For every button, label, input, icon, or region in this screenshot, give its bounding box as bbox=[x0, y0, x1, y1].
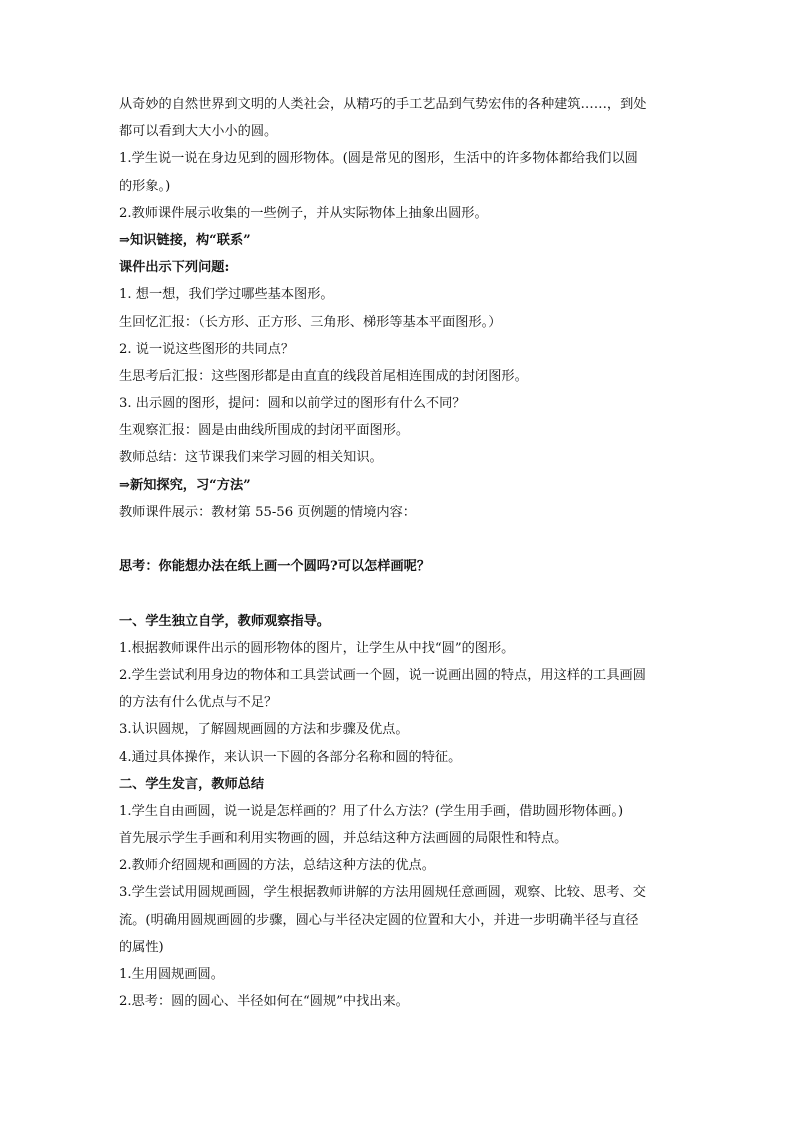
text-line: 2.教师介绍圆规和画圆的方法，总结这种方法的优点。 bbox=[119, 858, 435, 874]
text-line: 2. 说一说这些图形的共同点？ bbox=[119, 341, 295, 357]
text-line: 的属性) bbox=[119, 939, 164, 955]
text-line: 生回忆汇报：（长方形、正方形、三角形、梯形等基本平面图形。） bbox=[119, 314, 502, 330]
text-line: 3.认识圆规，了解圆规画圆的方法和步骤及优点。 bbox=[119, 722, 409, 738]
text-line: 1.生用圆规画圆。 bbox=[119, 967, 224, 982]
text-line: 从奇妙的自然世界到文明的人类社会，从精巧的手工艺品到气势宏伟的各种建筑……，到处 bbox=[119, 97, 647, 112]
blank-line bbox=[119, 526, 694, 553]
section-heading: 课件出示下列问题: bbox=[119, 260, 230, 276]
text-line: 首先展示学生手画和利用实物画的圆，并总结这种方法画圆的局限性和特点。 bbox=[119, 831, 568, 847]
text-line: 的方法有什么优点与不足？ bbox=[119, 695, 278, 711]
text-line: 生思考后汇报：这些图形都是由直直的线段首尾相连围成的封闭图形。 bbox=[119, 368, 528, 384]
section-heading: ⇒知识链接，构“联系” bbox=[119, 232, 251, 248]
section-heading: 二、学生发言，教师总结 bbox=[119, 776, 265, 792]
text-line: 的形象。) bbox=[119, 178, 171, 194]
text-line: 2.学生尝试利用身边的物体和工具尝试画一个圆，说一说画出圆的特点，用这样的工具画圆 bbox=[119, 667, 646, 683]
text-line: 2.教师课件展示收集的一些例子，并从实际物体上抽象出圆形。 bbox=[119, 205, 488, 221]
text-line: 4.通过具体操作，来认识一下圆的各部分名称和圆的特征。 bbox=[119, 749, 462, 765]
text-line: 1.根据教师课件出示的圆形物体的图片，让学生从中找“圆”的图形。 bbox=[119, 640, 515, 656]
section-heading: 一、学生独立自学，教师观察指导。 bbox=[119, 613, 330, 629]
text-line: 1.学生自由画圆，说一说是怎样画的？用了什么方法？(学生用手画，借助圆形物体画。) bbox=[119, 803, 624, 819]
text-line: 教师课件展示：教材第 55-56 页例题的情境内容： bbox=[119, 504, 416, 520]
text-line: 3. 出示圆的图形，提问：圆和以前学过的图形有什么不同？ bbox=[119, 396, 466, 412]
text-line: 生观察汇报：圆是由曲线所围成的封闭平面图形。 bbox=[119, 423, 410, 439]
section-heading: 思考：你能想办法在纸上画一个圆吗?可以怎样画呢？ bbox=[119, 559, 431, 575]
text-line: 3.学生尝试用圆规画圆，学生根据教师讲解的方法用圆规任意画圆，观察、比较、思考、交 bbox=[119, 885, 646, 901]
text-line: 流。(明确用圆规画圆的步骤，圆心与半径决定圆的位置和大小，并进一步明确半径与直径 bbox=[119, 912, 639, 928]
blank-line bbox=[119, 580, 694, 607]
text-line: 1.学生说一说在身边见到的圆形物体。(圆是常见的图形，生活中的许多物体都给我们以圆 bbox=[119, 151, 638, 167]
text-line: 1. 想一想，我们学过哪些基本图形。 bbox=[119, 287, 334, 303]
text-line: 2.思考：圆的圆心、半径如何在“圆规”中找出来。 bbox=[119, 994, 409, 1010]
section-heading: ⇒新知探究，习“方法” bbox=[119, 477, 251, 493]
text-line: 都可以看到大大小小的圆。 bbox=[119, 124, 278, 140]
text-line: 教师总结：这节课我们来学习圆的相关知识。 bbox=[119, 450, 383, 466]
